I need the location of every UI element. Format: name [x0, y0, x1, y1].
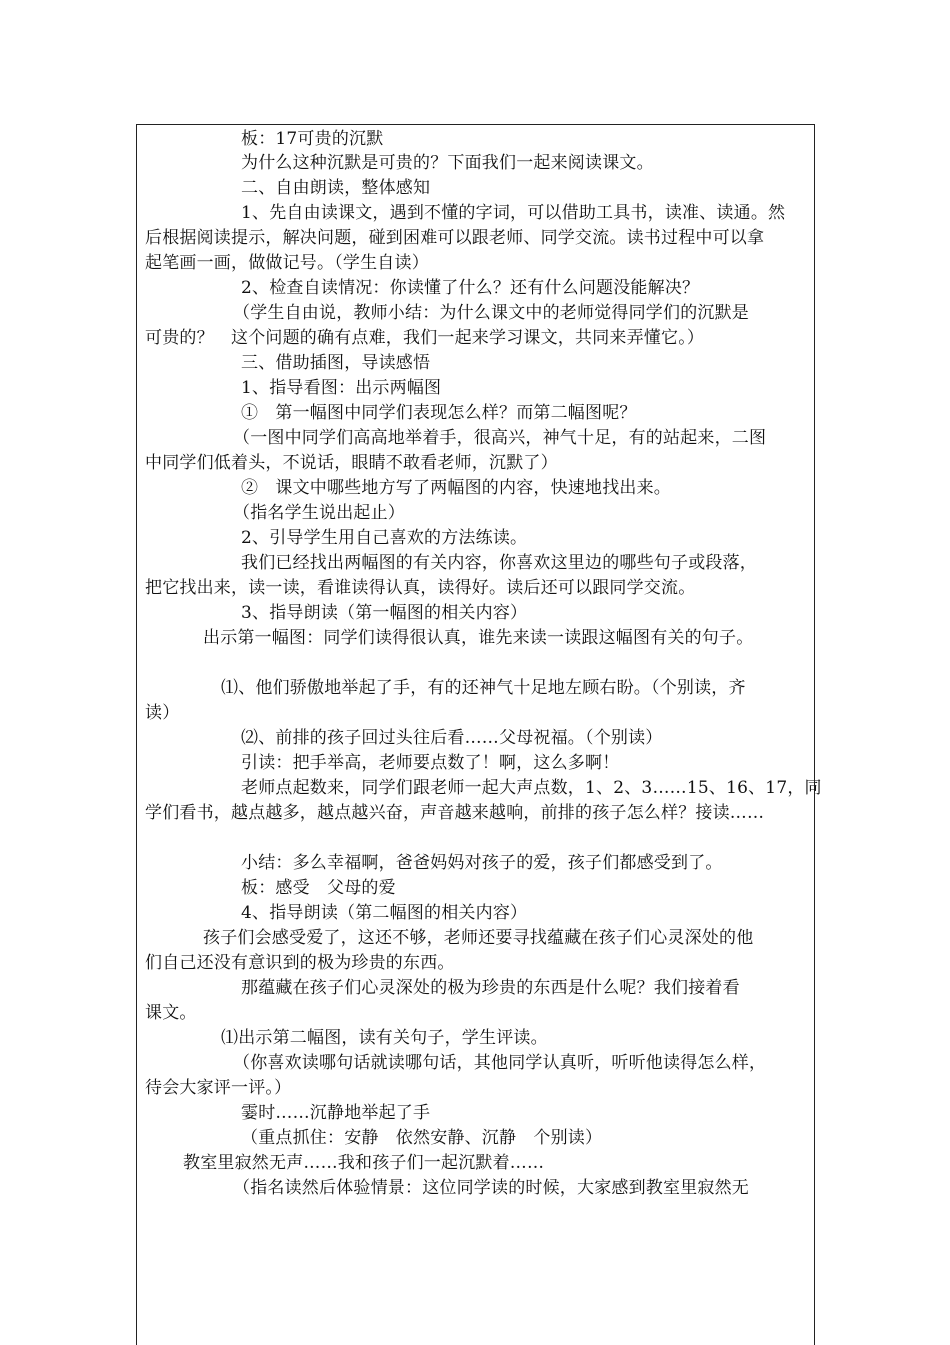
text-line: （一图中同学们高高地举着手，很高兴，神气十足，有的站起来，二图 [233, 428, 767, 448]
text-line: 课文。 [145, 1003, 197, 1023]
text-line: 三、借助插图，导读感悟 [241, 353, 431, 373]
text-line: ② 课文中哪些地方写了两幅图的内容，快速地找出来。 [241, 478, 671, 498]
text-line: 4、指导朗读（第二幅图的相关内容） [241, 903, 528, 923]
text-line: 3、指导朗读（第一幅图的相关内容） [241, 603, 528, 623]
text-line: （学生自由说，教师小结：为什么课文中的老师觉得同学们的沉默是 [233, 303, 749, 323]
text-line: ① 第一幅图中同学们表现怎么样？而第二幅图呢？ [241, 403, 637, 423]
text-line: 霎时……沉静地举起了手 [241, 1103, 431, 1123]
text-line: 小结：多么幸福啊，爸爸妈妈对孩子的爱，孩子们都感受到了。 [241, 853, 723, 873]
text-line: 板：感受 父母的爱 [241, 878, 396, 898]
text-line: ⑵、前排的孩子回过头往后看……父母祝福。（个别读） [241, 728, 663, 748]
text-line: （指名读然后体验情景：这位同学读的时候，大家感到教室里寂然无 [233, 1178, 749, 1198]
text-line: 中同学们低着头，不说话，眼睛不敢看老师，沉默了） [145, 453, 558, 473]
text-line: 孩子们会感受爱了，这还不够，老师还要寻找蕴藏在孩子们心灵深处的他 [203, 928, 754, 948]
document-table-cell [136, 124, 822, 1345]
text-line: 可贵的？ 这个问题的确有点难，我们一起来学习课文，共同来弄懂它。） [145, 328, 705, 348]
text-line: 学们看书，越点越多，越点越兴奋，声音越来越响，前排的孩子怎么样？接读…… [145, 803, 765, 823]
text-line: 引读：把手举高，老师要点数了！啊，这么多啊！ [241, 753, 620, 773]
text-line: 为什么这种沉默是可贵的？下面我们一起来阅读课文。 [241, 153, 654, 173]
text-line: 读） [145, 703, 180, 723]
text-line: 后根据阅读提示，解决问题，碰到困难可以跟老师、同学交流。读书过程中可以拿 [145, 228, 765, 248]
text-line: ⑴出示第二幅图，读有关句子，学生评读。 [221, 1028, 548, 1048]
text-line: 起笔画一画，做做记号。（学生自读） [145, 253, 429, 273]
text-line: 待会大家评一评。） [145, 1078, 292, 1098]
text-line: （重点抓住：安静 依然安静、沉静 个别读） [241, 1128, 603, 1148]
text-line: ⑴、他们骄傲地举起了手，有的还神气十足地左顾右盼。（个别读，齐 [221, 678, 746, 698]
text-line: 二、自由朗读，整体感知 [241, 178, 431, 198]
text-line: 出示第一幅图：同学们读得很认真，谁先来读一读跟这幅图有关的句子。 [203, 628, 754, 648]
text-line: 2、引导学生用自己喜欢的方法练读。 [241, 528, 528, 548]
text-line: 老师点起数来，同学们跟老师一起大声点数，1、2、3……15、16、17，同 [241, 778, 822, 798]
text-line: 们自己还没有意识到的极为珍贵的东西。 [145, 953, 455, 973]
text-line: 把它找出来，读一读，看谁读得认真，读得好。读后还可以跟同学交流。 [145, 578, 696, 598]
text-line: （指名学生说出起止） [233, 503, 405, 523]
text-line: 教室里寂然无声……我和孩子们一起沉默着…… [183, 1153, 545, 1173]
text-line: 2、检查自读情况：你读懂了什么？还有什么问题没能解决？ [241, 278, 700, 298]
text-line: 1、先自由读课文，遇到不懂的字词，可以借助工具书，读准、读通。然 [241, 203, 786, 223]
text-line: （你喜欢读哪句话就读哪句话，其他同学认真听，听听他读得怎么样， [233, 1053, 767, 1073]
text-line: 板：17可贵的沉默 [241, 129, 384, 149]
text-line: 1、指导看图：出示两幅图 [241, 378, 442, 398]
text-line: 我们已经找出两幅图的有关内容，你喜欢这里边的哪些句子或段落， [241, 553, 757, 573]
text-line: 那蕴藏在孩子们心灵深处的极为珍贵的东西是什么呢？我们接着看 [241, 978, 740, 998]
